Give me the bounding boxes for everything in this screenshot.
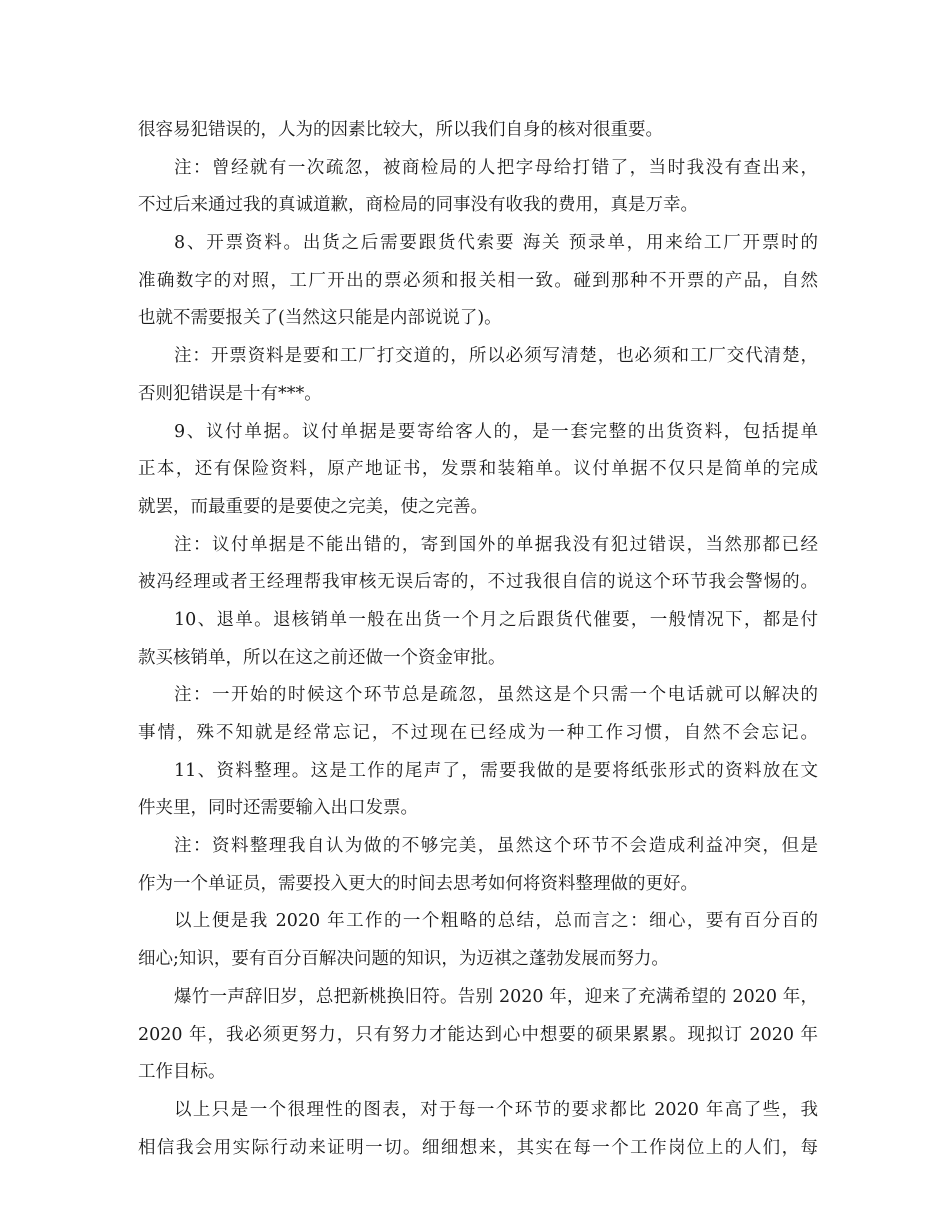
text-line: 件夹里，同时还需要输入出口发票。 <box>138 798 418 819</box>
text-line: 注：资料整理我自认为做的不够完美，虽然这个环节不会造成利益冲突，但是 <box>174 836 818 857</box>
text-line: 准确数字的对照，工厂开出的票必须和报关相一致。碰到那种不开票的产品，自然 <box>138 270 818 291</box>
text-line: 注：曾经就有一次疏忽，被商检局的人把字母给打错了，当时我没有查出来， <box>174 157 818 178</box>
text-line: 不过后来通过我的真诚道歉，商检局的同事没有收我的费用，真是万幸。 <box>138 195 698 216</box>
text-line: 9、议付单据。议付单据是要寄给客人的，是一套完整的出货资料，包括提单 <box>174 421 818 442</box>
text-line: 注：一开始的时候这个环节总是疏忽，虽然这是个只需一个电话就可以解决的 <box>174 685 818 706</box>
text-line: 被冯经理或者王经理帮我审核无误后寄的，不过我很自信的说这个环节我会警惕的。 <box>138 572 818 593</box>
text-line: 否则犯错误是十有***。 <box>138 383 322 404</box>
text-line: 爆竹一声辞旧岁，总把新桃换旧符。告别 2020 年，迎来了充满希望的 2020 年， <box>174 986 818 1007</box>
text-line: 相信我会用实际行动来证明一切。细细想来，其实在每一个工作岗位上的人们，每 <box>138 1137 818 1158</box>
text-line: 11、资料整理。这是工作的尾声了，需要我做的是要将纸张形式的资料放在文 <box>174 760 818 781</box>
text-line: 作为一个单证员，需要投入更大的时间去思考如何将资料整理做的更好。 <box>138 873 698 894</box>
text-line: 注：议付单据是不能出错的，寄到国外的单据我没有犯过错误，当然那都已经 <box>174 534 818 555</box>
text-line: 工作目标。 <box>138 1062 226 1083</box>
text-line: 细心;知识，要有百分百解决问题的知识，为迈祺之蓬勃发展而努力。 <box>138 949 669 970</box>
text-line: 以上只是一个很理性的图表，对于每一个环节的要求都比 2020 年高了些，我 <box>174 1099 818 1120</box>
text-line: 也就不需要报关了(当然这只能是内部说说了)。 <box>138 308 502 329</box>
text-line: 8、开票资料。出货之后需要跟货代索要 海关 预录单，用来给工厂开票时的 <box>174 233 818 254</box>
text-line: 10、退单。退核销单一般在出货一个月之后跟货代催要，一般情况下，都是付 <box>174 609 818 630</box>
text-line: 就罢，而最重要的是要使之完美，使之完善。 <box>138 496 488 517</box>
text-line: 以上便是我 2020 年工作的一个粗略的总结，总而言之：细心，要有百分百的 <box>174 911 818 932</box>
text-line: 事情，殊不知就是经常忘记，不过现在已经成为一种工作习惯，自然不会忘记。 <box>138 723 818 743</box>
text-line: 正本，还有保险资料，原产地证书，发票和装箱单。议付单据不仅只是简单的完成 <box>138 459 818 480</box>
text-line: 注：开票资料是要和工厂打交道的，所以必须写清楚，也必须和工厂交代清楚， <box>174 346 818 367</box>
text-line: 很容易犯错误的，人为的因素比较大，所以我们自身的核对很重要。 <box>138 120 663 140</box>
body-text <box>138 112 818 1167</box>
text-line: 2020 年，我必须更努力，只有努力才能达到心中想要的硕果累累。现拟订 2020 年 <box>138 1024 818 1045</box>
text-line: 款买核销单，所以在这之前还做一个资金审批。 <box>138 647 506 668</box>
